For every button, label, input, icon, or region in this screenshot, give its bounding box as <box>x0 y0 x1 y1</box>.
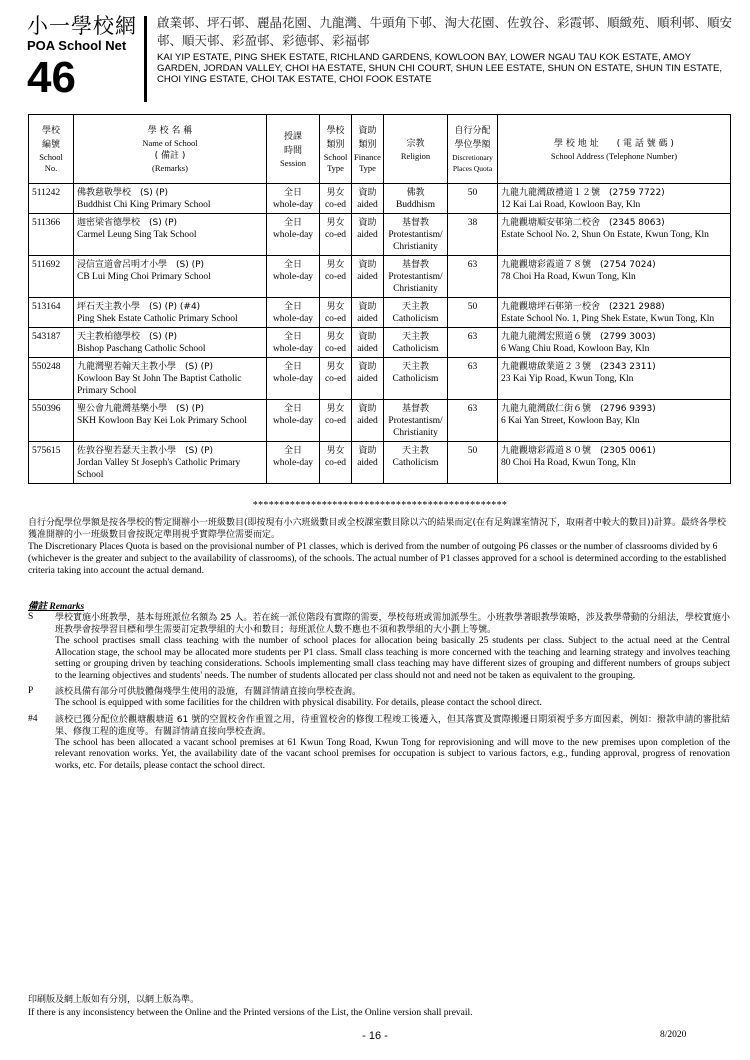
school-name: 坪石天主教小學 (S) (P) (#4) Ping Shek Estate Catholic Primary School <box>74 298 267 328</box>
remark-mark: #4 <box>28 713 38 724</box>
session: 全日 whole-day <box>267 298 320 328</box>
school-no: 511366 <box>29 214 74 256</box>
school-net-block <box>27 14 145 100</box>
address: 九龍九龍灣宏照道６號 (2799 3003) 6 Wang Chiu Road, Kowloon Bay, Kln <box>498 328 731 358</box>
school-net-title-en: POA School Net <box>27 38 127 53</box>
quota: 50 <box>448 184 498 214</box>
session: 全日 whole-day <box>267 358 320 400</box>
school-name: 佐敦谷聖若瑟天主教小學 (S) (P) Jordan Valley St Joseph's Catholic Primary School <box>74 442 267 484</box>
school-type: 男女 co-ed <box>320 328 352 358</box>
school-no: 543187 <box>29 328 74 358</box>
school-net-number: 46 <box>27 53 76 102</box>
quota: 50 <box>448 298 498 328</box>
col-header-school-name: 學 校 名 稱 Name of School ( 備註 ) (Remarks) <box>74 115 267 184</box>
edition-date: 8/2020 <box>660 1030 687 1040</box>
remark-en: The school has been allocated a vacant school premises at 61 Kwun Tong Road, Kwun Tong for reprovisioning and will move to the new premises upon completion of the relevant renovation works. Yet, the availability date of the vacant school premises for occupation is subject to various factors, e.g., funding approval, progress of renovation works, etc. For details, please contact the school direct. <box>55 737 730 771</box>
school-no: 511242 <box>29 184 74 214</box>
religion: 天主教 Catholicism <box>384 442 448 484</box>
quota: 63 <box>448 328 498 358</box>
school-name: 迦密梁省德學校 (S) (P) Carmel Leung Sing Tak School <box>74 214 267 256</box>
school-type: 男女 co-ed <box>320 400 352 442</box>
quota: 50 <box>448 442 498 484</box>
separator-stars: ************************************************ <box>252 500 508 511</box>
quota-note-zh: 自行分配學位學額是按各學校的暫定開辦小一班級數目(即按現有小六班級數目或全校課室數目除以六的結果而定(在有足夠課室情況下，取兩者中較大的數目))計算。最終各學校獲准開辦的小一班級數目會按既定準則視乎實際學位需要而定。 <box>28 518 727 540</box>
address: 九龍觀塘啟業道２３號 (2343 2311) 23 Kai Yip Road, Kwun Tong, Kln <box>498 358 731 400</box>
address: 九龍九龍灣啟禮道１２號 (2759 7722) 12 Kai Lai Road, Kowloon Bay, Kln <box>498 184 731 214</box>
col-header-school-type: 學校 類別 School Type <box>320 115 352 184</box>
col-header-finance-type: 資助 類別 Finance Type <box>352 115 384 184</box>
school-net-title-zh: 小一學校網 <box>27 14 137 38</box>
school-name: 天主教柏德學校 (S) (P) Bishop Paschang Catholic School <box>74 328 267 358</box>
school-no: 550396 <box>29 400 74 442</box>
remarks-title: 備註 Remarks <box>28 602 85 612</box>
religion: 天主教 Catholicism <box>384 358 448 400</box>
table-row <box>29 358 731 400</box>
school-name: 佛教慈敬學校 (S) (P) Buddhist Chi King Primary School <box>74 184 267 214</box>
footer-note-zh: 印刷版及網上版如有分別，以網上版為準。 <box>28 995 200 1005</box>
finance-type: 資助 aided <box>352 298 384 328</box>
religion: 天主教 Catholicism <box>384 298 448 328</box>
religion: 天主教 Catholicism <box>384 328 448 358</box>
school-table <box>28 114 731 484</box>
footer-note-en: If there is any inconsistency between the Online and the Printed versions of the List, the Online version shall prevail. <box>28 1008 473 1018</box>
header-divider <box>144 16 147 102</box>
page-header <box>27 14 733 104</box>
finance-type: 資助 aided <box>352 184 384 214</box>
session: 全日 whole-day <box>267 184 320 214</box>
session: 全日 whole-day <box>267 442 320 484</box>
finance-type: 資助 aided <box>352 358 384 400</box>
col-header-school-no: 學校 編號 School No. <box>29 115 74 184</box>
school-no: 575615 <box>29 442 74 484</box>
remark-mark: P <box>28 686 34 696</box>
footer-note <box>28 994 730 1020</box>
table-row <box>29 214 731 256</box>
table-row <box>29 298 731 328</box>
remark-item <box>28 714 730 773</box>
estate-list-en: KAI YIP ESTATE, PING SHEK ESTATE, RICHLAND GARDENS, KOWLOON BAY, LOWER NGAU TAU KOK ESTATE, AMOY GARDEN, JORDAN VALLEY, CHOI HA ESTATE, SHUN CHI COURT, SHUN LEE ESTATE, SHUN ON ESTATE, SHUN TIN ESTATE, CHOI YING ESTATE, CHOI TAK ESTATE, CHOI FOOK ESTATE <box>157 52 723 85</box>
quota: 38 <box>448 214 498 256</box>
table-row <box>29 184 731 214</box>
table-row <box>29 256 731 298</box>
quota-note-en: The Discretionary Places Quota is based on the provisional number of P1 classes, which is derived from the number of outgoing P6 classes or the number of classrooms divided by 6 (whichever is the greater and subject to the availability of classrooms), of the schools. The actual number of P1 classes approved for a school is determined according to the established criteria taking into account the actual demand. <box>28 542 727 576</box>
table-row <box>29 400 731 442</box>
estate-list-zh: 啟業邨、坪石邨、麗晶花園、九龍灣、牛頭角下邨、淘大花園、佐敦谷、彩霞邨、順緻苑、順利邨、順安邨、順天邨、彩盈邨、彩德邨、彩福邨 <box>157 15 733 48</box>
remark-zh: 該校具備有部分可供肢體傷殘學生使用的設施，有關詳情請直接向學校查詢。 <box>55 687 362 697</box>
religion: 基督教 Protestantism/ Christianity <box>384 400 448 442</box>
col-header-religion: 宗教 Religion <box>384 115 448 184</box>
address: 九龍觀塘彩霞道７８號 (2754 7024) 78 Choi Ha Road, Kwun Tong, Kln <box>498 256 731 298</box>
religion: 佛教 Buddhism <box>384 184 448 214</box>
table-header-row <box>29 115 731 184</box>
address: 九龍觀塘坪石邨第一校舍 (2321 2988) Estate School No. 1, Ping Shek Estate, Kwun Tong, Kln <box>498 298 731 328</box>
col-header-address: 學 校 地 址 ( 電 話 號 碼 ) School Address (Telephone Number) <box>498 115 731 184</box>
finance-type: 資助 aided <box>352 400 384 442</box>
school-type: 男女 co-ed <box>320 358 352 400</box>
table-row <box>29 442 731 484</box>
school-type: 男女 co-ed <box>320 298 352 328</box>
quota-note <box>28 517 730 577</box>
school-type: 男女 co-ed <box>320 184 352 214</box>
remark-item <box>28 686 730 710</box>
religion: 基督教 Protestantism/ Christianity <box>384 256 448 298</box>
address: 九龍九龍灣啟仁街６號 (2796 9393) 6 Kai Yan Street, Kowloon Bay, Kln <box>498 400 731 442</box>
page-number: - 16 - <box>362 1030 388 1042</box>
remarks-list <box>28 612 730 776</box>
finance-type: 資助 aided <box>352 442 384 484</box>
col-header-session: 授課 時間 Session <box>267 115 320 184</box>
finance-type: 資助 aided <box>352 328 384 358</box>
school-name: 聖公會九龍灣基樂小學 (S) (P) SKH Kowloon Bay Kei Lok Primary School <box>74 400 267 442</box>
quota: 63 <box>448 256 498 298</box>
school-no: 511692 <box>29 256 74 298</box>
school-type: 男女 co-ed <box>320 442 352 484</box>
address: 九龍觀塘彩霞道８０號 (2305 0061) 80 Choi Ha Road, Kwun Tong, Kln <box>498 442 731 484</box>
school-type: 男女 co-ed <box>320 214 352 256</box>
finance-type: 資助 aided <box>352 214 384 256</box>
session: 全日 whole-day <box>267 400 320 442</box>
finance-type: 資助 aided <box>352 256 384 298</box>
col-header-quota: 自行分配 學位學額 Discretionary Places Quota <box>448 115 498 184</box>
address: 九龍觀塘順安邨第二校舍 (2345 8063) Estate School No. 2, Shun On Estate, Kwun Tong, Kln <box>498 214 731 256</box>
session: 全日 whole-day <box>267 214 320 256</box>
remark-mark: S <box>28 612 34 622</box>
school-no: 550248 <box>29 358 74 400</box>
session: 全日 whole-day <box>267 256 320 298</box>
remark-en: The school practises small class teaching with the number of school places for allocation being basically 25 students per class. Subject to the actual need at the Central Allocation stage, the school may be allocated more students per P1 class. Small class teaching is more concerned with the teaching and learning strategy and involves teaching setting or grouping driven by teaching considerations. Schools implementing small class teaching may have different sizes of grouping and different numbers of groups subject to the learning objectives and students' needs. The number of students allocated per class should not and need not be taken as equivalent to the grouping. <box>55 636 730 681</box>
religion: 基督教 Protestantism/ Christianity <box>384 214 448 256</box>
quota: 63 <box>448 358 498 400</box>
estate-list <box>157 14 732 85</box>
school-name: 浸信宣道會呂明才小學 (S) (P) CB Lui Ming Choi Primary School <box>74 256 267 298</box>
school-type: 男女 co-ed <box>320 256 352 298</box>
school-name: 九龍灣聖若翰天主教小學 (S) (P) Kowloon Bay St John The Baptist Catholic Primary School <box>74 358 267 400</box>
quota: 63 <box>448 400 498 442</box>
remark-item <box>28 612 730 682</box>
remark-zh: 該校已獲分配位於觀塘觀塘道 61 號的空置校舍作重置之用，待重置校舍的修復工程竣工後遷入，但其落實及實際搬遷日期須視乎多方面因素，例如：撥款申請的審批結果、修復工程的進度等。有關詳情請直接向學校查詢。 <box>55 714 730 737</box>
remark-en: The school is equipped with some facilities for the children with physical disability. For details, please contact the school direct. <box>55 698 542 708</box>
school-no: 513164 <box>29 298 74 328</box>
table-row <box>29 328 731 358</box>
remark-zh: 學校實施小班教學，基本每班派位名額為 25 人。若在統一派位階段有實際的需要，學校每班或需加派學生。小班教學著眼教學策略，涉及教學帶動的分組法，學校實施小班教學會按學習目標和學生需要訂定教學組的大小和數目；每班派位人數不應也不須和教學組的大小劃上等號。 <box>55 613 730 635</box>
session: 全日 whole-day <box>267 328 320 358</box>
